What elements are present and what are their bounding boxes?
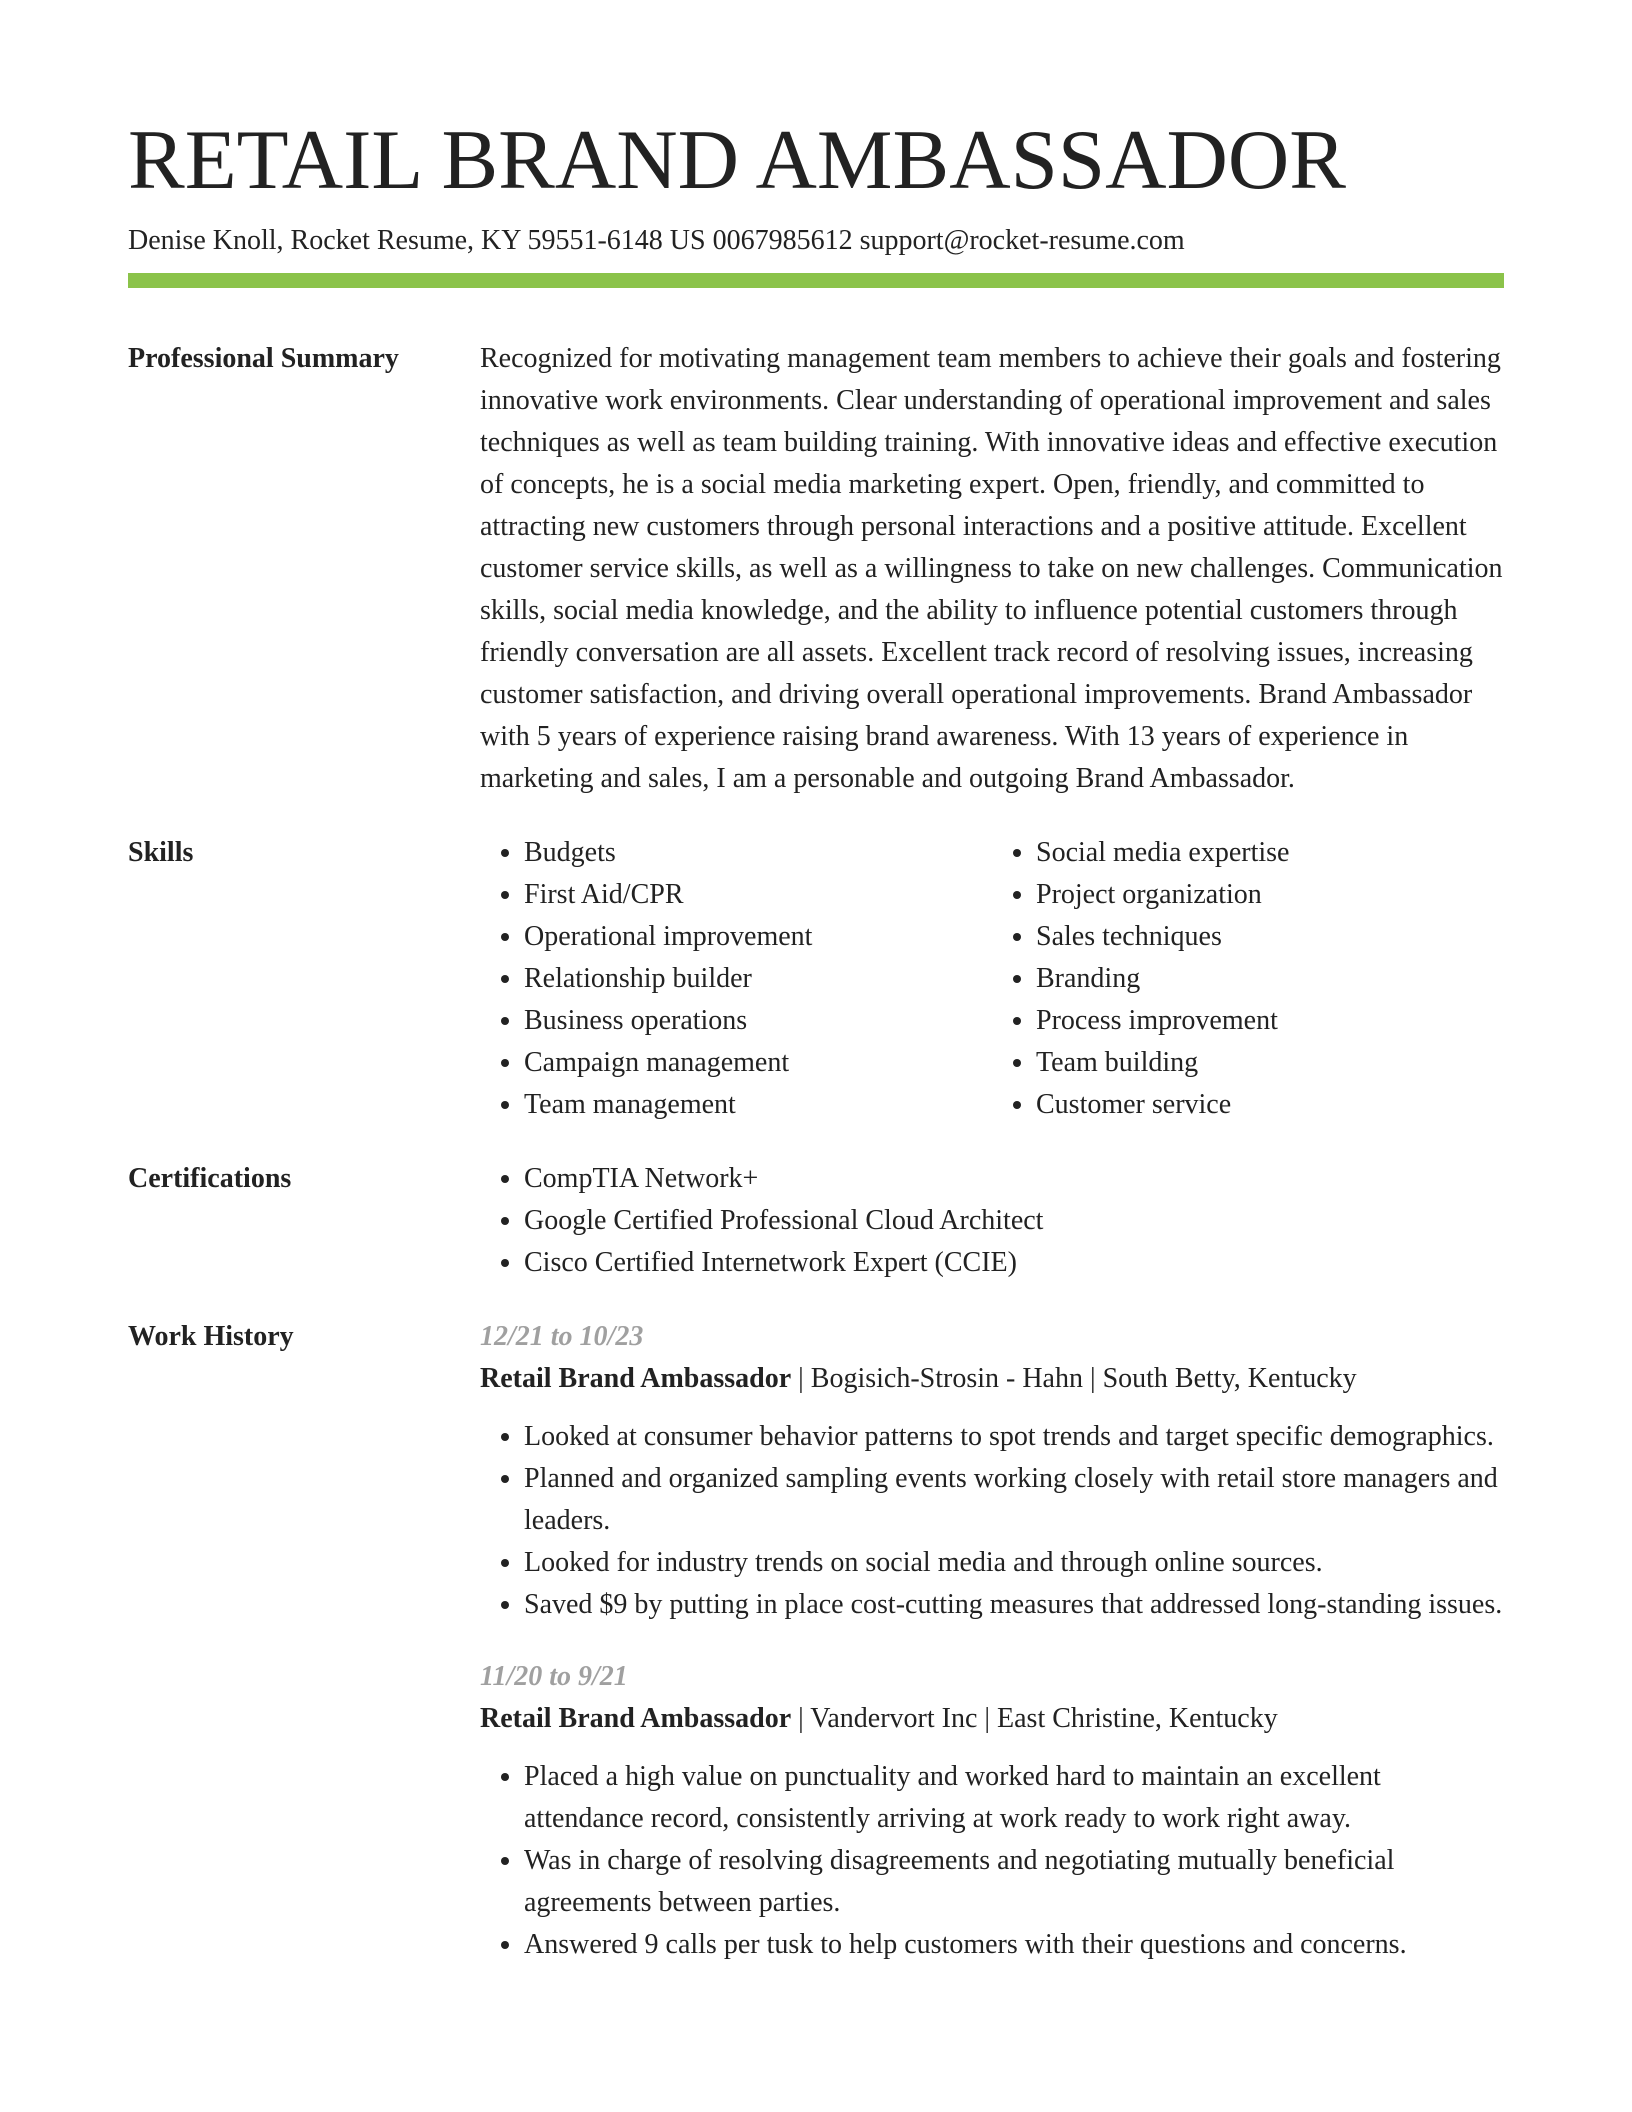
skill-item: • Team building	[1036, 1042, 1504, 1084]
section-label-certifications: Certifications	[128, 1163, 292, 1195]
job-title: Retail Brand Ambassador	[480, 1703, 792, 1735]
job-bullets	[480, 1756, 1504, 1966]
skill-item: • Campaign management	[524, 1042, 992, 1084]
skills-list-right	[992, 832, 1504, 1126]
job-heading	[480, 1358, 1504, 1400]
resume-title: RETAIL BRAND AMBASSADOR	[128, 113, 1346, 207]
certifications-list	[480, 1158, 1504, 1284]
summary-text: Recognized for motivating management team members to achieve their goals and fostering innovative work environments. Clear understanding of operational improvement and sales techniques as well as team building training. With innovative ideas and effective execution of concepts, he is a social media marketing expert. Open, friendly, and committed to attracting new customers through personal interactions and a positive attitude. Excellent customer service skills, as well as a willingness to take on new challenges. Communication skills, social media knowledge, and the ability to influence potential customers through friendly conversation are all assets. Excellent track record of resolving issues, increasing customer satisfaction, and driving overall operational improvements. Brand Ambassador with 5 years of experience raising brand awareness. With 13 years of experience in marketing and sales, I am a personable and outgoing Brand Ambassador.	[480, 343, 1503, 795]
job-bullet: • Answered 9 calls per tusk to help customers with their questions and concerns.	[524, 1924, 1504, 1966]
certifications-body	[480, 1158, 1504, 1284]
skills-grid	[480, 832, 1504, 1126]
certification-item: • Google Certified Professional Cloud Architect	[524, 1200, 1504, 1242]
job-bullet: • Placed a high value on punctuality and worked hard to maintain an excellent attendance record, consistently arriving at work ready to work right away.	[524, 1756, 1504, 1840]
skill-item: • First Aid/CPR	[524, 874, 992, 916]
certifications-section	[128, 1158, 1504, 1284]
skill-item: • Budgets	[524, 832, 992, 874]
work-history-body	[480, 1316, 1504, 1966]
section-label-work-history: Work History	[128, 1321, 294, 1353]
certification-item: • CompTIA Network+	[524, 1158, 1504, 1200]
summary-section	[128, 338, 1504, 800]
skill-item: • Sales techniques	[1036, 916, 1504, 958]
job-bullets	[480, 1416, 1504, 1626]
job-bullet: • Was in charge of resolving disagreements and negotiating mutually beneficial agreements between parties.	[524, 1840, 1504, 1924]
skills-section	[128, 832, 1504, 1126]
job-entry	[480, 1656, 1504, 1966]
job-bullet: • Planned and organized sampling events working closely with retail store managers and leaders.	[524, 1458, 1504, 1542]
section-label-summary: Professional Summary	[128, 343, 399, 375]
work-history-section	[128, 1316, 1504, 1966]
job-bullet: • Saved $9 by putting in place cost-cutting measures that addressed long-standing issues.	[524, 1584, 1504, 1626]
job-entry	[480, 1316, 1504, 1626]
skill-item: • Relationship builder	[524, 958, 992, 1000]
job-heading	[480, 1698, 1504, 1740]
job-title: Retail Brand Ambassador	[480, 1363, 792, 1395]
certification-item: • Cisco Certified Internetwork Expert (CCIE)	[524, 1242, 1504, 1284]
skills-list-left	[480, 832, 992, 1126]
job-bullet: • Looked at consumer behavior patterns to spot trends and target specific demographics.	[524, 1416, 1504, 1458]
skill-item: • Operational improvement	[524, 916, 992, 958]
skill-item: • Process improvement	[1036, 1000, 1504, 1042]
job-dates: 12/21 to 10/23	[480, 1321, 644, 1353]
job-bullet: • Looked for industry trends on social media and through online sources.	[524, 1542, 1504, 1584]
skill-item: • Business operations	[524, 1000, 992, 1042]
job-details: | Vandervort Inc | East Christine, Kentucky	[791, 1703, 1278, 1735]
job-details: | Bogisich-Strosin - Hahn | South Betty, Kentucky	[791, 1363, 1357, 1395]
job-dates: 11/20 to 9/21	[480, 1661, 628, 1693]
skill-item: • Team management	[524, 1084, 992, 1126]
skill-item: • Project organization	[1036, 874, 1504, 916]
skill-item: • Customer service	[1036, 1084, 1504, 1126]
skill-item: • Social media expertise	[1036, 832, 1504, 874]
contact-line: Denise Knoll, Rocket Resume, KY 59551-6148 US 0067985612 support@rocket-resume.com	[128, 225, 1185, 256]
section-label-skills: Skills	[128, 837, 194, 869]
skill-item: • Branding	[1036, 958, 1504, 1000]
header-divider	[128, 273, 1504, 288]
